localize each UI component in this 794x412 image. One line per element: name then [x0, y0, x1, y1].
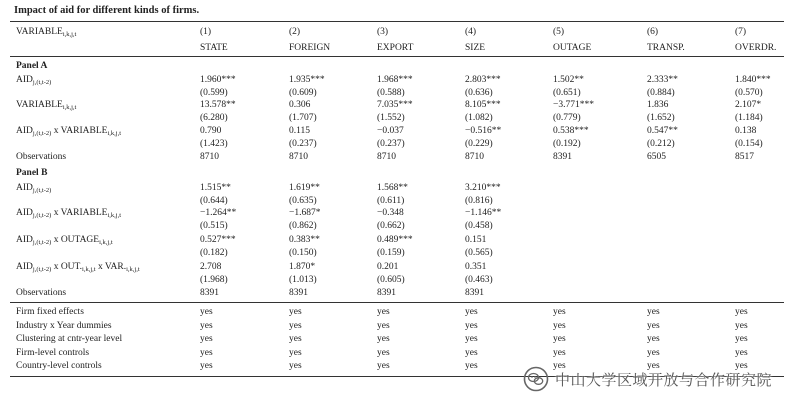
observations-cell: 8710 [465, 152, 484, 162]
se-cell: (1.652) [647, 113, 675, 123]
panel-a-observations-label: Observations [16, 152, 67, 162]
control-cell: yes [200, 361, 213, 371]
panel-a-row-label [16, 100, 76, 111]
se-cell: (0.237) [289, 139, 317, 149]
coef-cell: −1.146** [465, 208, 502, 218]
label-part-a: VARIABLE [16, 100, 63, 110]
control-label: Clustering at cntr-year level [16, 334, 123, 344]
label-sub-b: i,k,j,t [82, 266, 96, 273]
column-name: FOREIGN [289, 43, 331, 53]
label-sub-a: j,(t,t-2) [32, 79, 52, 86]
control-cell: yes [377, 347, 390, 358]
wechat-icon [523, 366, 549, 392]
coef-cell: 1.515** [200, 183, 231, 193]
se-cell: (0.599) [200, 88, 228, 98]
label-sub-a: j,(t,t-2) [32, 239, 52, 246]
variable-header-text: VARIABLE [16, 27, 63, 37]
se-cell: (0.862) [289, 221, 317, 231]
panel-b-row-label [16, 262, 140, 273]
coef-cell: 0.547** [647, 126, 678, 136]
se-cell: (0.159) [377, 248, 405, 258]
coef-cell: 1.836 [647, 100, 669, 110]
se-cell: (0.779) [553, 113, 581, 123]
control-label: Industry x Year dummies [16, 320, 112, 331]
control-cell: yes [647, 334, 660, 344]
se-cell: (0.463) [465, 275, 493, 285]
label-sub-a: j,(t,t-2) [32, 130, 52, 137]
se-cell: (0.229) [465, 139, 493, 149]
coef-cell: 0.306 [289, 100, 311, 110]
watermark-text: 中山大学区域开放与合作研究院 [554, 370, 772, 389]
coef-cell: 0.351 [465, 262, 487, 272]
panel-b-row-label [16, 235, 113, 246]
column-name: SIZE [465, 43, 486, 53]
column-number: (2) [289, 27, 301, 37]
column-number: (5) [553, 27, 565, 37]
se-cell: (0.212) [647, 139, 675, 149]
label-sub-b: i,k,j,t [107, 212, 121, 219]
se-cell: (0.609) [289, 88, 317, 98]
se-cell: (0.816) [465, 196, 493, 206]
coef-cell: 2.803*** [465, 75, 501, 85]
coef-cell: −3.771*** [553, 100, 594, 110]
column-number: (1) [200, 27, 212, 37]
control-cell: yes [377, 334, 390, 344]
panel-a-label: Panel A [16, 61, 48, 71]
observations-cell: 8391 [200, 288, 219, 298]
table-title: Impact of aid for different kinds of firms. [14, 5, 200, 16]
column-number: (3) [377, 27, 389, 37]
se-cell: (0.605) [377, 275, 405, 285]
coef-cell: 0.151 [465, 235, 487, 245]
se-cell: (0.515) [200, 221, 228, 231]
coef-cell: 1.619** [289, 183, 320, 193]
se-cell: (6.280) [200, 113, 228, 123]
control-cell: yes [735, 334, 748, 344]
se-cell: (0.651) [553, 88, 581, 98]
column-name: TRANSP. [647, 43, 685, 53]
top-rule [10, 21, 784, 22]
control-cell: yes [553, 334, 566, 344]
se-cell: (0.635) [289, 196, 317, 206]
coef-cell: 0.538*** [553, 126, 589, 136]
control-cell: yes [465, 307, 478, 317]
control-cell: yes [735, 307, 748, 317]
controls-rule [10, 302, 784, 303]
label-part-b: x VARIABLE [51, 126, 108, 136]
se-cell: (0.237) [377, 139, 405, 149]
label-sub-b: i,k,j,t [107, 130, 121, 137]
coef-cell: 1.960*** [200, 75, 236, 85]
control-cell: yes [553, 320, 566, 331]
coef-cell: 0.138 [735, 126, 757, 136]
control-cell: yes [377, 361, 390, 371]
coef-cell: 0.790 [200, 126, 222, 136]
se-cell: (1.707) [289, 113, 317, 123]
se-cell: (0.611) [377, 196, 405, 206]
label-part-a: AID [16, 183, 33, 193]
observations-cell: 8517 [735, 152, 754, 162]
se-cell: (0.884) [647, 88, 675, 98]
control-cell: yes [735, 347, 748, 358]
panel-a-row-label [16, 126, 121, 137]
se-cell: (1.082) [465, 113, 493, 123]
control-cell: yes [647, 307, 660, 317]
label-part-a: AID [16, 75, 33, 85]
control-cell: yes [553, 307, 566, 317]
control-cell: yes [735, 320, 748, 331]
label-part-c: x VAR. [95, 262, 127, 272]
column-name: OVERDR. [735, 43, 777, 53]
control-cell: yes [200, 334, 213, 344]
control-cell: yes [465, 320, 478, 331]
coef-cell: 0.201 [377, 262, 399, 272]
coef-cell: −0.516** [465, 126, 502, 136]
panel-b-observations-label: Observations [16, 288, 67, 298]
control-cell: yes [465, 361, 478, 371]
label-part-b: x OUTAGE [51, 235, 100, 245]
coef-cell: 3.210*** [465, 183, 501, 193]
column-number: (4) [465, 27, 477, 37]
se-cell: (1.968) [200, 275, 228, 285]
control-label: Firm fixed effects [16, 307, 84, 317]
panel-b-row-label [16, 208, 121, 219]
coef-cell: 1.568** [377, 183, 408, 193]
observations-cell: 8391 [465, 288, 484, 298]
control-cell: yes [289, 361, 302, 371]
control-cell: yes [289, 307, 302, 317]
coef-cell: 7.035*** [377, 100, 413, 110]
coef-cell: 0.489*** [377, 235, 413, 245]
label-part-b: x OUT. [51, 262, 83, 272]
coef-cell: 2.333** [647, 75, 678, 85]
coef-cell: 0.527*** [200, 235, 236, 245]
control-cell: yes [289, 347, 302, 358]
control-label: Firm-level controls [16, 347, 90, 358]
se-cell: (1.184) [735, 113, 763, 123]
se-cell: (0.636) [465, 88, 493, 98]
se-cell: (1.013) [289, 275, 317, 285]
control-cell: yes [465, 334, 478, 344]
se-cell: (1.552) [377, 113, 405, 123]
control-cell: yes [647, 347, 660, 358]
coef-cell: 1.935*** [289, 75, 325, 85]
coef-cell: 0.383** [289, 235, 320, 245]
se-cell: (0.644) [200, 196, 228, 206]
control-cell: yes [200, 307, 213, 317]
variable-header-sub: i,k,j,t [62, 31, 77, 38]
label-part-a: AID [16, 235, 33, 245]
se-cell: (0.192) [553, 139, 581, 149]
coef-cell: −1.264** [200, 208, 237, 218]
coef-cell: 2.708 [200, 262, 222, 272]
label-sub-a: j,(t,t-2) [32, 187, 52, 194]
panel-b-row-label [16, 183, 51, 194]
observations-cell: 8391 [289, 288, 308, 298]
label-sub-b: i,k,j,t [99, 239, 113, 246]
observations-cell: 8710 [377, 152, 396, 162]
column-number: (6) [647, 27, 659, 37]
observations-cell: 8391 [377, 288, 396, 298]
observations-cell: 6505 [647, 152, 666, 162]
se-cell: (0.662) [377, 221, 405, 231]
coef-cell: 1.840*** [735, 75, 771, 85]
panel-a-row-label [16, 75, 51, 86]
label-part-b: x VARIABLE [51, 208, 108, 218]
column-name: STATE [200, 43, 228, 53]
se-cell: (0.154) [735, 139, 763, 149]
control-cell: yes [553, 361, 566, 371]
se-cell: (0.150) [289, 248, 317, 258]
se-cell: (0.588) [377, 88, 405, 98]
coef-cell: 8.105*** [465, 100, 501, 110]
control-cell: yes [200, 347, 213, 358]
coef-cell: −0.037 [377, 126, 404, 136]
coef-cell: 2.107* [735, 100, 762, 110]
control-cell: yes [465, 347, 478, 358]
se-cell: (0.182) [200, 248, 228, 258]
se-cell: (0.570) [735, 88, 763, 98]
control-cell: yes [735, 361, 748, 371]
coef-cell: 13.578** [200, 100, 236, 110]
header-rule [10, 56, 784, 57]
control-cell: yes [553, 347, 566, 358]
se-cell: (0.565) [465, 248, 493, 258]
control-cell: yes [289, 334, 302, 344]
se-cell: (1.423) [200, 139, 228, 149]
label-sub-c: i,k,j,t [126, 266, 140, 273]
coef-cell: −0.348 [377, 208, 404, 218]
label-part-a: AID [16, 126, 33, 136]
column-number: (7) [735, 27, 747, 37]
coef-cell: 1.968*** [377, 75, 413, 85]
coef-cell: 1.502** [553, 75, 584, 85]
control-cell: yes [647, 320, 660, 331]
column-name: OUTAGE [553, 43, 592, 53]
label-sub-a: i,k,j,t [62, 104, 77, 111]
coef-cell: −1.687* [289, 208, 321, 218]
label-part-a: AID [16, 262, 33, 272]
label-sub-a: j,(t,t-2) [32, 266, 52, 273]
observations-cell: 8710 [289, 152, 308, 162]
coef-cell: 1.870* [289, 262, 316, 272]
label-part-a: AID [16, 208, 33, 218]
variable-header [16, 27, 76, 38]
panel-b-label: Panel B [16, 168, 48, 178]
control-cell: yes [377, 320, 390, 331]
control-cell: yes [647, 361, 660, 371]
observations-cell: 8710 [200, 152, 219, 162]
label-sub-a: j,(t,t-2) [32, 212, 52, 219]
control-cell: yes [289, 320, 302, 331]
se-cell: (0.458) [465, 221, 493, 231]
control-cell: yes [200, 320, 213, 331]
coef-cell: 0.115 [289, 126, 311, 136]
watermark [523, 364, 772, 394]
column-name: EXPORT [377, 43, 414, 53]
control-label: Country-level controls [16, 361, 102, 371]
control-cell: yes [377, 307, 390, 317]
observations-cell: 8391 [553, 152, 572, 162]
